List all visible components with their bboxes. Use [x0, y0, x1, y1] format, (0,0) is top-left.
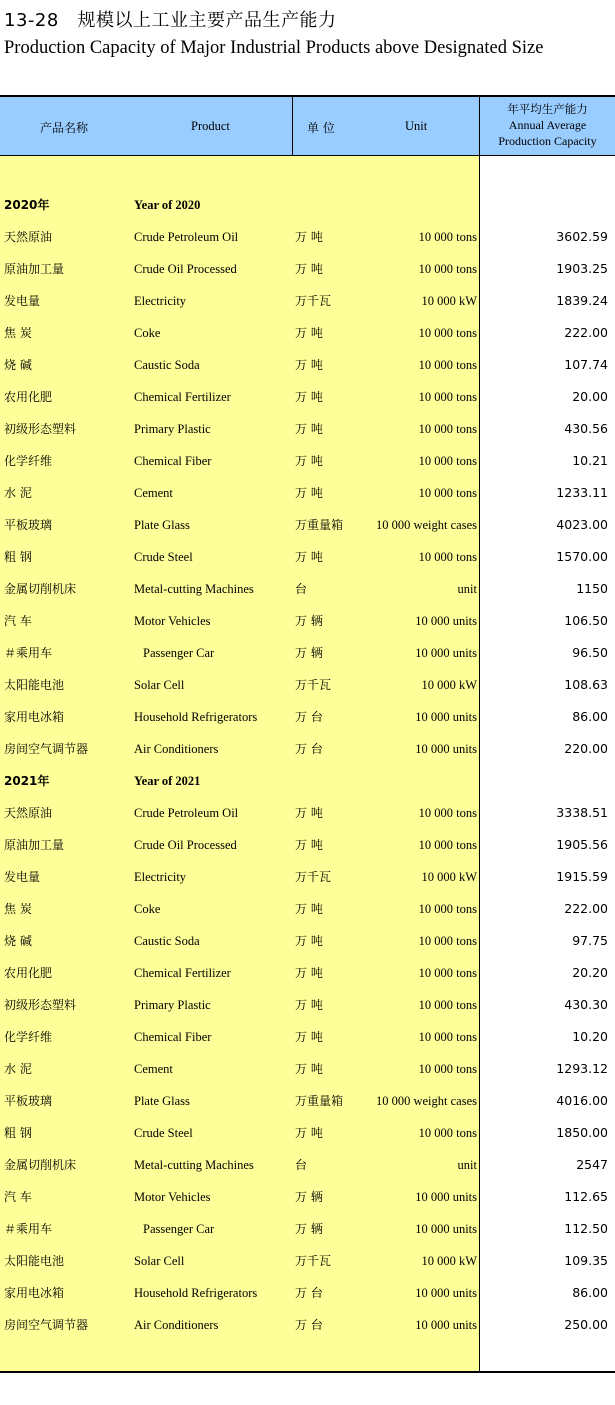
- table-row: [0, 1021, 615, 1053]
- header-divider-product-unit: [292, 97, 293, 156]
- table-row: [0, 413, 615, 445]
- unit-en: 10 000 tons: [418, 422, 477, 436]
- product-name-en: Crude Petroleum Oil: [134, 230, 239, 244]
- table-row: [0, 1181, 615, 1213]
- table-row: [0, 1053, 615, 1085]
- product-name-en: Crude Oil Processed: [134, 838, 237, 852]
- table-row: [0, 573, 615, 605]
- table-row: [0, 317, 615, 349]
- product-name-cn: 原油加工量: [4, 838, 65, 852]
- table-title-cn: [4, 6, 336, 32]
- unit-en: 10 000 units: [415, 1190, 477, 1204]
- unit-en: 10 000 tons: [418, 1030, 477, 1044]
- table-row: [0, 509, 615, 541]
- capacity-value: 97.75: [572, 933, 608, 948]
- unit-cn: 万 吨: [295, 422, 323, 436]
- unit-en: 10 000 tons: [418, 230, 477, 244]
- product-name-cn: 水 泥: [4, 1062, 32, 1076]
- capacity-value: 1233.11: [556, 485, 608, 500]
- table-row: [0, 445, 615, 477]
- header-capacity-en-1: Annual Average: [508, 118, 587, 132]
- unit-cn: 万千瓦: [295, 870, 332, 884]
- product-name-en: Crude Petroleum Oil: [134, 806, 239, 820]
- capacity-value: 10.21: [572, 453, 608, 468]
- unit-cn: 万 吨: [295, 454, 323, 468]
- unit-cn: 万 吨: [295, 966, 323, 980]
- product-name-cn: 天然原油: [4, 230, 53, 244]
- year-label-cn: 2021年: [4, 774, 50, 788]
- product-name-en: Household Refrigerators: [134, 1286, 258, 1300]
- unit-en: 10 000 tons: [418, 486, 477, 500]
- capacity-value: 109.35: [564, 1253, 608, 1268]
- capacity-value: 2547: [576, 1157, 608, 1172]
- table-title-cn-text: 规模以上工业主要产品生产能力: [77, 10, 337, 31]
- unit-en: 10 000 tons: [418, 966, 477, 980]
- unit-en: 10 000 tons: [418, 1062, 477, 1076]
- capacity-value: 86.00: [572, 1285, 608, 1300]
- table-number: 13-28: [4, 10, 59, 31]
- unit-cn: 万重量箱: [295, 518, 344, 532]
- product-name-cn: 初级形态塑料: [4, 422, 77, 436]
- capacity-value: 430.56: [564, 421, 608, 436]
- unit-cn: 万 吨: [295, 1062, 323, 1076]
- product-name-en: Cement: [134, 1062, 173, 1076]
- capacity-value: 222.00: [564, 901, 608, 916]
- product-name-cn: 太阳能电池: [4, 1254, 65, 1268]
- capacity-value: 106.50: [564, 613, 608, 628]
- product-name-en: Air Conditioners: [134, 1318, 219, 1332]
- product-name-cn: 家用电冰箱: [4, 1286, 65, 1300]
- capacity-value: 1850.00: [556, 1125, 608, 1140]
- product-name-cn: 汽 车: [4, 1190, 32, 1204]
- capacity-value: 3338.51: [556, 805, 608, 820]
- table-row: [0, 285, 615, 317]
- product-name-en: Household Refrigerators: [134, 710, 258, 724]
- product-name-cn: 焦 炭: [4, 326, 32, 340]
- unit-cn: 万 台: [295, 742, 323, 756]
- unit-cn: 万 吨: [295, 806, 323, 820]
- unit-en: 10 000 tons: [418, 934, 477, 948]
- unit-en: 10 000 tons: [418, 902, 477, 916]
- unit-cn: 万 吨: [295, 1126, 323, 1140]
- unit-en: 10 000 units: [415, 646, 477, 660]
- header-unit-cn: 单 位: [307, 121, 335, 135]
- product-name-cn: 发电量: [4, 870, 41, 884]
- product-name-en: Passenger Car: [143, 1222, 215, 1236]
- product-name-en: Air Conditioners: [134, 742, 219, 756]
- product-name-en: Metal-cutting Machines: [134, 1158, 254, 1172]
- product-name-en: Chemical Fiber: [134, 454, 212, 468]
- product-name-en: Solar Cell: [134, 1254, 185, 1268]
- header-bottom-rule: [0, 155, 615, 156]
- product-name-en: Solar Cell: [134, 678, 185, 692]
- product-name-cn: 水 泥: [4, 486, 32, 500]
- unit-cn: 万 台: [295, 1318, 323, 1332]
- unit-cn: 万 辆: [295, 614, 323, 628]
- year-label-en: Year of 2021: [134, 774, 201, 788]
- unit-cn: 万 吨: [295, 934, 323, 948]
- capacity-value: 4016.00: [556, 1093, 608, 1108]
- unit-en: 10 000 weight cases: [375, 518, 477, 532]
- product-name-en: Chemical Fertilizer: [134, 390, 231, 404]
- unit-en: 10 000 kW: [421, 870, 477, 884]
- product-name-cn: 粗 钢: [4, 550, 32, 564]
- product-name-cn: 金属切削机床: [4, 582, 77, 596]
- header-capacity-cn: 年平均生产能力: [507, 102, 588, 116]
- table-row: [0, 669, 615, 701]
- product-name-en: Electricity: [134, 294, 187, 308]
- table-row: [0, 861, 615, 893]
- header-unit-en: Unit: [405, 119, 428, 133]
- capacity-value: 86.00: [572, 709, 608, 724]
- unit-en: 10 000 units: [415, 1222, 477, 1236]
- product-name-en: Electricity: [134, 870, 187, 884]
- product-name-cn: ＃乘用车: [4, 646, 53, 660]
- unit-en: 10 000 tons: [418, 454, 477, 468]
- year-section-header: [0, 189, 615, 221]
- unit-en: 10 000 kW: [421, 678, 477, 692]
- unit-cn: 万千瓦: [295, 1254, 332, 1268]
- table-row: [0, 893, 615, 925]
- capacity-value: 112.65: [564, 1189, 608, 1204]
- product-name-en: Coke: [134, 902, 161, 916]
- capacity-value: 1570.00: [556, 549, 608, 564]
- unit-cn: 万 吨: [295, 550, 323, 564]
- year-section-header: [0, 765, 615, 797]
- capacity-value: 1150: [576, 581, 608, 596]
- table-row: [0, 1213, 615, 1245]
- table-row: [0, 541, 615, 573]
- product-name-cn: 发电量: [4, 294, 41, 308]
- product-name-cn: 房间空气调节器: [4, 1318, 89, 1332]
- unit-en: 10 000 tons: [418, 326, 477, 340]
- unit-cn: 万 吨: [295, 262, 323, 276]
- product-name-cn: 化学纤维: [4, 454, 53, 468]
- unit-en: 10 000 tons: [418, 262, 477, 276]
- product-name-cn: ＃乘用车: [4, 1222, 53, 1236]
- unit-en: 10 000 weight cases: [375, 1094, 477, 1108]
- unit-cn: 万 辆: [295, 646, 323, 660]
- table-row: [0, 925, 615, 957]
- table-row: [0, 253, 615, 285]
- product-name-en: Primary Plastic: [134, 422, 211, 436]
- unit-cn: 万重量箱: [295, 1094, 344, 1108]
- product-name-en: Plate Glass: [134, 518, 190, 532]
- unit-en: 10 000 tons: [418, 358, 477, 372]
- header-capacity: [480, 101, 615, 149]
- table-row: [0, 701, 615, 733]
- unit-en: 10 000 units: [415, 1318, 477, 1332]
- product-name-cn: 原油加工量: [4, 262, 65, 276]
- unit-en: 10 000 tons: [418, 838, 477, 852]
- table-row: [0, 605, 615, 637]
- product-name-en: Chemical Fiber: [134, 1030, 212, 1044]
- table-row: [0, 829, 615, 861]
- product-name-en: Crude Steel: [134, 1126, 193, 1140]
- table-row: [0, 957, 615, 989]
- table-row: [0, 637, 615, 669]
- capacity-value: 20.20: [572, 965, 608, 980]
- unit-cn: 万 辆: [295, 1222, 323, 1236]
- product-name-en: Plate Glass: [134, 1094, 190, 1108]
- capacity-value: 20.00: [572, 389, 608, 404]
- unit-en: 10 000 tons: [418, 1126, 477, 1140]
- unit-cn: 万 吨: [295, 838, 323, 852]
- unit-en: unit: [457, 1158, 477, 1172]
- product-name-cn: 烧 碱: [4, 358, 32, 372]
- capacity-value: 10.20: [572, 1029, 608, 1044]
- product-name-en: Motor Vehicles: [134, 614, 211, 628]
- product-name-cn: 初级形态塑料: [4, 998, 77, 1012]
- header-capacity-en-2: Production Capacity: [498, 134, 597, 148]
- product-name-en: Coke: [134, 326, 161, 340]
- product-name-en: Passenger Car: [143, 646, 215, 660]
- product-name-en: Motor Vehicles: [134, 1190, 211, 1204]
- unit-cn: 台: [295, 582, 308, 596]
- unit-cn: 万 吨: [295, 326, 323, 340]
- unit-cn: 万 吨: [295, 486, 323, 500]
- unit-en: 10 000 tons: [418, 550, 477, 564]
- product-name-en: Cement: [134, 486, 173, 500]
- unit-en: 10 000 units: [415, 710, 477, 724]
- unit-cn: 万 吨: [295, 390, 323, 404]
- unit-en: 10 000 tons: [418, 806, 477, 820]
- product-name-cn: 汽 车: [4, 614, 32, 628]
- unit-cn: 万 吨: [295, 902, 323, 916]
- unit-cn: 万 台: [295, 1286, 323, 1300]
- table-title-en: Production Capacity of Major Industrial Products above Designated Size: [4, 38, 544, 58]
- table-row: [0, 733, 615, 765]
- table-row: [0, 381, 615, 413]
- table-row: [0, 477, 615, 509]
- capacity-value: 96.50: [572, 645, 608, 660]
- year-label-cn: 2020年: [4, 198, 50, 212]
- table-row: [0, 221, 615, 253]
- table-row: [0, 797, 615, 829]
- capacity-value: 222.00: [564, 325, 608, 340]
- capacity-value: 250.00: [564, 1317, 608, 1332]
- product-name-cn: 烧 碱: [4, 934, 32, 948]
- capacity-value: 3602.59: [556, 229, 608, 244]
- unit-en: 10 000 units: [415, 1286, 477, 1300]
- table-row: [0, 1149, 615, 1181]
- table-row: [0, 1085, 615, 1117]
- capacity-value: 107.74: [564, 357, 608, 372]
- capacity-value: 1293.12: [556, 1061, 608, 1076]
- product-name-en: Caustic Soda: [134, 934, 200, 948]
- capacity-value: 112.50: [564, 1221, 608, 1236]
- product-name-en: Caustic Soda: [134, 358, 200, 372]
- capacity-value: 1839.24: [556, 293, 608, 308]
- product-name-cn: 家用电冰箱: [4, 710, 65, 724]
- product-name-cn: 天然原油: [4, 806, 53, 820]
- capacity-value: 1915.59: [556, 869, 608, 884]
- product-name-cn: 农用化肥: [4, 966, 53, 980]
- unit-cn: 万 吨: [295, 998, 323, 1012]
- unit-en: 10 000 kW: [421, 1254, 477, 1268]
- unit-en: unit: [457, 582, 477, 596]
- product-name-cn: 化学纤维: [4, 1030, 53, 1044]
- unit-cn: 万千瓦: [295, 678, 332, 692]
- header-product-cn: 产品名称: [40, 121, 89, 135]
- product-name-cn: 金属切削机床: [4, 1158, 77, 1172]
- table-row: [0, 349, 615, 381]
- product-name-en: Crude Oil Processed: [134, 262, 237, 276]
- product-name-cn: 焦 炭: [4, 902, 32, 916]
- table-row: [0, 1309, 615, 1341]
- table-row: [0, 1245, 615, 1277]
- unit-en: 10 000 units: [415, 614, 477, 628]
- table-row: [0, 1117, 615, 1149]
- product-name-cn: 太阳能电池: [4, 678, 65, 692]
- unit-cn: 万 吨: [295, 1030, 323, 1044]
- product-name-en: Metal-cutting Machines: [134, 582, 254, 596]
- capacity-value: 108.63: [564, 677, 608, 692]
- unit-cn: 万 吨: [295, 358, 323, 372]
- product-name-en: Chemical Fertilizer: [134, 966, 231, 980]
- unit-en: 10 000 tons: [418, 390, 477, 404]
- unit-cn: 万千瓦: [295, 294, 332, 308]
- table-bottom-rule: [0, 1371, 615, 1373]
- capacity-value: 220.00: [564, 741, 608, 756]
- header-product-en: Product: [191, 119, 230, 133]
- product-name-cn: 房间空气调节器: [4, 742, 89, 756]
- unit-cn: 万 台: [295, 710, 323, 724]
- table-row: [0, 1277, 615, 1309]
- unit-cn: 万 吨: [295, 230, 323, 244]
- product-name-cn: 粗 钢: [4, 1126, 32, 1140]
- product-name-cn: 平板玻璃: [4, 1094, 53, 1108]
- capacity-value: 4023.00: [556, 517, 608, 532]
- product-name-en: Primary Plastic: [134, 998, 211, 1012]
- capacity-value: 430.30: [564, 997, 608, 1012]
- year-label-en: Year of 2020: [134, 198, 201, 212]
- product-name-cn: 平板玻璃: [4, 518, 53, 532]
- capacity-value: 1905.56: [556, 837, 608, 852]
- product-name-cn: 农用化肥: [4, 390, 53, 404]
- product-name-en: Crude Steel: [134, 550, 193, 564]
- table-row: [0, 989, 615, 1021]
- unit-en: 10 000 tons: [418, 998, 477, 1012]
- capacity-value: 1903.25: [556, 261, 608, 276]
- unit-cn: 万 辆: [295, 1190, 323, 1204]
- unit-en: 10 000 kW: [421, 294, 477, 308]
- unit-cn: 台: [295, 1158, 308, 1172]
- unit-en: 10 000 units: [415, 742, 477, 756]
